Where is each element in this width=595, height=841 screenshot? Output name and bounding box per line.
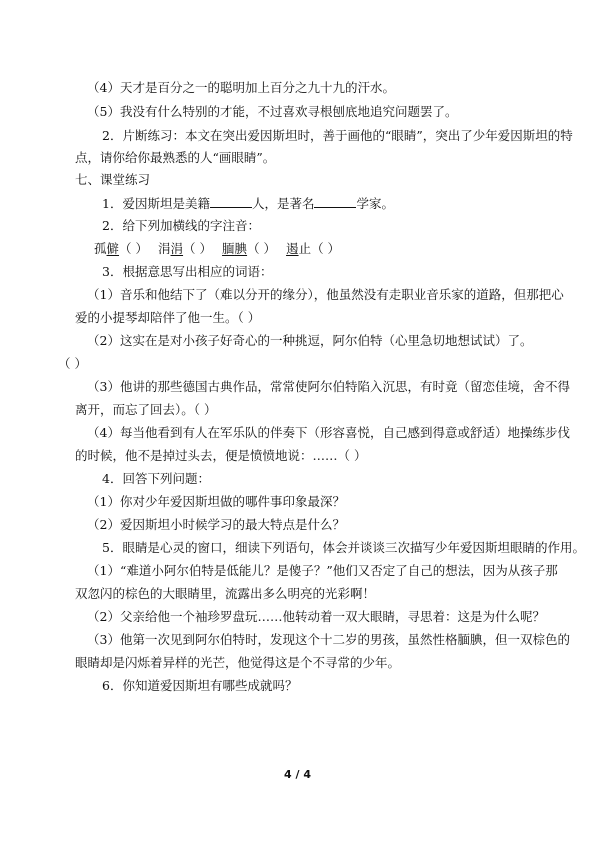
word-2-line-2: （ ） bbox=[58, 356, 87, 371]
word-1-line-1: （1）音乐和他结下了（难以分开的缘分），他虽然没有走职业音乐家的道路，但那把心 bbox=[87, 287, 564, 302]
word-1-line-2: 爱的小提琴却陪伴了他一生。（ ） bbox=[75, 310, 261, 325]
exercise-1-text-a: 1．爱因斯坦是美籍 bbox=[102, 196, 210, 211]
quote-4: （4）天才是百分之一的聪明加上百分之九十九的汗水。 bbox=[87, 80, 395, 95]
exercise-6: 6．你知道爱因斯坦有哪些成就吗？ bbox=[102, 678, 298, 693]
blank-profession bbox=[314, 195, 356, 208]
section-2-line-1: 2．片断练习：本文在突出爱因斯坦时，善于画他的“眼睛”，突出了少年爱因斯坦的特 bbox=[102, 128, 573, 143]
reading-2: （2）父亲给他一个袖珍罗盘玩……他转动着一双大眼睛，寻思着：这是为什么呢？ bbox=[87, 609, 545, 624]
reading-1-line-2: 双忽闪的棕色的大眼睛里，流露出多么明亮的光彩啊！ bbox=[75, 586, 376, 601]
word-3-line-2: 离开，而忘了回去）。（ ） bbox=[75, 402, 217, 417]
exercise-1-text-c: 学家。 bbox=[356, 196, 394, 211]
exercise-5: 5．眼睛是心灵的窗口，细读下列语句，体会并谈谈三次描写少年爱因斯坦眼睛的作用。 bbox=[102, 540, 585, 555]
quote-5: （5）我没有什么特别的才能，不过喜欢寻根刨底地追究问题罢了。 bbox=[87, 104, 458, 119]
blank-nationality bbox=[210, 195, 252, 208]
pinyin-item-1: 孤僻（ ） bbox=[94, 241, 149, 256]
word-2-line-1: （2）这实在是对小孩子好奇心的一种挑逗，阿尔伯特（心里急切地想试试）了。 bbox=[87, 333, 533, 348]
pinyin-item-2: 涓涓（ ） bbox=[158, 241, 213, 256]
pinyin-item-3: 腼腆（ ） bbox=[222, 241, 277, 256]
reading-1-line-1: （1）“难道小阿尔伯特是低能儿？是傻子？”他们又否定了自己的想法，因为从孩子那 bbox=[87, 563, 558, 578]
question-1: （1）你对少年爱因斯坦做的哪件事印象最深？ bbox=[87, 494, 345, 509]
exercise-4: 4．回答下列问题： bbox=[102, 471, 210, 486]
exercise-3: 3．根据意思写出相应的词语： bbox=[102, 264, 273, 279]
exercise-1 bbox=[102, 195, 394, 212]
section-2-line-2: 点，请你给你最熟悉的人“画眼睛”。 bbox=[75, 150, 276, 165]
section-heading-7: 七、课堂练习 bbox=[75, 172, 151, 187]
word-4-line-2: 的时候，他不是掉过头去，便是愤愤地说：……（ ） bbox=[75, 448, 367, 463]
reading-3-line-2: 眼睛却是闪烁着异样的光芒，他觉得这是个不寻常的少年。 bbox=[75, 655, 401, 670]
word-4-line-1: （4）每当他看到有人在军乐队的伴奏下（形容喜悦，自己感到得意或舒适）地操练步伐 bbox=[87, 425, 570, 440]
exercise-2: 2．给下列加横线的字注音： bbox=[102, 218, 260, 233]
exercise-1-text-b: 人，是著名 bbox=[251, 196, 315, 211]
pinyin-row bbox=[94, 241, 340, 257]
reading-3-line-1: （3）他第一次见到阿尔伯特时，发现这个十二岁的男孩，虽然性格腼腆，但一双棕色的 bbox=[87, 632, 570, 647]
word-3-line-1: （3）他讲的那些德国古典作品，常常使阿尔伯特陷入沉思，有时竟（留恋佳境，舍不得 bbox=[87, 379, 570, 394]
page-number: 4 / 4 bbox=[284, 768, 311, 781]
pinyin-item-4: 遏止（ ） bbox=[286, 241, 341, 256]
question-2: （2）爱因斯坦小时候学习的最大特点是什么？ bbox=[87, 517, 345, 532]
